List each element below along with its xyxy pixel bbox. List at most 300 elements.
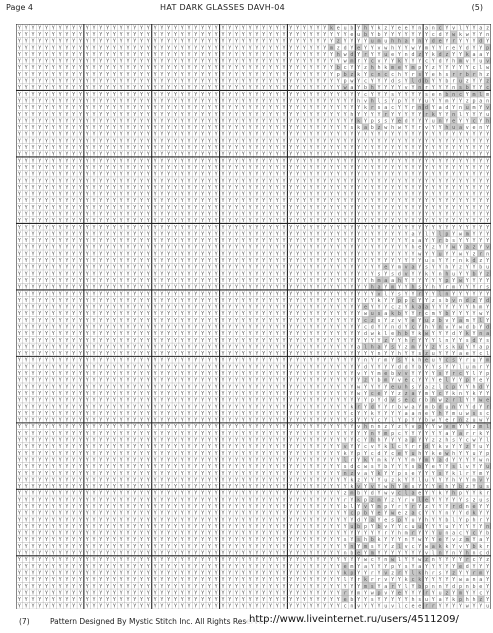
stitch-symbol: Y	[242, 112, 245, 118]
stitch-symbol: Y	[31, 424, 34, 430]
stitch-symbol: Y	[418, 138, 421, 144]
stitch-symbol: Y	[167, 39, 170, 45]
stitch-symbol: Y	[167, 451, 170, 457]
stitch-symbol: a	[466, 245, 469, 251]
stitch-symbol: Y	[432, 178, 435, 184]
stitch-symbol: p	[344, 79, 347, 85]
stitch-symbol: Y	[357, 138, 360, 144]
stitch-symbol: Y	[160, 457, 163, 463]
stitch-symbol: Y	[228, 45, 231, 51]
stitch-symbol: Y	[432, 378, 435, 384]
stitch-symbol: Y	[323, 464, 326, 470]
stitch-symbol: k	[344, 451, 347, 457]
stitch-symbol: Y	[79, 245, 82, 251]
stitch-symbol: Y	[296, 311, 299, 317]
stitch-symbol: Y	[439, 45, 442, 51]
stitch-symbol: Y	[330, 138, 333, 144]
stitch-symbol: Y	[174, 311, 177, 317]
stitch-symbol: Y	[235, 178, 238, 184]
stitch-symbol: Y	[323, 205, 326, 211]
stitch-symbol: Y	[188, 404, 191, 410]
stitch-symbol: n	[459, 105, 462, 111]
stitch-symbol: Y	[289, 25, 292, 31]
stitch-symbol: Y	[18, 384, 21, 390]
stitch-symbol: Y	[25, 198, 28, 204]
stitch-symbol: Y	[45, 125, 48, 131]
stitch-symbol: s	[432, 258, 435, 264]
stitch-symbol: Y	[25, 52, 28, 58]
stitch-symbol: Y	[52, 211, 55, 217]
stitch-symbol: Y	[147, 404, 150, 410]
stitch-symbol: Y	[357, 238, 360, 244]
stitch-symbol: Y	[194, 185, 197, 191]
stitch-symbol: Y	[140, 318, 143, 324]
stitch-symbol: m	[459, 59, 462, 65]
stitch-symbol: Y	[99, 391, 102, 397]
stitch-symbol: Y	[425, 438, 428, 444]
stitch-symbol: Y	[479, 85, 482, 91]
stitch-symbol: Y	[147, 45, 150, 51]
stitch-symbol: Y	[432, 231, 435, 237]
stitch-symbol: m	[350, 59, 353, 65]
stitch-symbol: Y	[59, 172, 62, 178]
stitch-symbol: Y	[344, 424, 347, 430]
stitch-symbol: Y	[255, 52, 258, 58]
stitch-symbol: Y	[411, 418, 414, 424]
stitch-symbol: Y	[445, 25, 448, 31]
stitch-symbol: Y	[337, 79, 340, 85]
stitch-symbol: Y	[289, 145, 292, 151]
stitch-symbol: Y	[208, 258, 211, 264]
stitch-symbol: Y	[194, 245, 197, 251]
stitch-symbol: m	[432, 311, 435, 317]
stitch-symbol: Y	[133, 464, 136, 470]
stitch-symbol: r	[466, 431, 469, 437]
stitch-symbol: Y	[52, 464, 55, 470]
stitch-symbol: Y	[432, 105, 435, 111]
stitch-symbol: Y	[466, 39, 469, 45]
stitch-symbol: Y	[391, 424, 394, 430]
stitch-symbol: Y	[452, 98, 455, 104]
stitch-symbol: Y	[242, 451, 245, 457]
stitch-symbol: Y	[181, 138, 184, 144]
stitch-symbol: Y	[120, 39, 123, 45]
stitch-symbol: Y	[167, 291, 170, 297]
stitch-symbol: Y	[174, 85, 177, 91]
stitch-symbol: Y	[473, 311, 476, 317]
stitch-symbol: Y	[262, 305, 265, 311]
stitch-symbol: Y	[249, 225, 252, 231]
stitch-symbol: Y	[25, 298, 28, 304]
stitch-symbol: Y	[350, 231, 353, 237]
stitch-symbol: Y	[276, 265, 279, 271]
stitch-symbol: Y	[160, 39, 163, 45]
stitch-symbol: Y	[262, 92, 265, 98]
stitch-symbol: Y	[194, 338, 197, 344]
stitch-symbol: Y	[364, 351, 367, 357]
stitch-symbol: Y	[418, 45, 421, 51]
stitch-symbol: Y	[93, 411, 96, 417]
stitch-symbol: Y	[25, 444, 28, 450]
stitch-symbol: Y	[140, 59, 143, 65]
stitch-symbol: z	[384, 25, 387, 31]
stitch-symbol: Y	[289, 92, 292, 98]
stitch-symbol: Y	[262, 231, 265, 237]
stitch-symbol: Y	[99, 291, 102, 297]
stitch-symbol: Y	[65, 285, 68, 291]
stitch-symbol: Y	[31, 444, 34, 450]
stitch-symbol: h	[398, 39, 401, 45]
stitch-symbol: Y	[255, 411, 258, 417]
stitch-symbol: Y	[459, 39, 462, 45]
stitch-symbol: Y	[262, 378, 265, 384]
stitch-symbol: s	[350, 125, 353, 131]
stitch-symbol: Y	[25, 105, 28, 111]
stitch-symbol: Y	[208, 39, 211, 45]
stitch-symbol: Y	[72, 378, 75, 384]
stitch-symbol: Y	[25, 125, 28, 131]
stitch-symbol: Y	[147, 311, 150, 317]
stitch-symbol: Y	[86, 331, 89, 337]
stitch-symbol: Y	[337, 178, 340, 184]
stitch-symbol: Y	[31, 25, 34, 31]
stitch-symbol: Y	[221, 65, 224, 71]
stitch-symbol: Y	[160, 165, 163, 171]
stitch-symbol: Y	[384, 59, 387, 65]
stitch-symbol: Y	[344, 285, 347, 291]
stitch-symbol: Y	[344, 371, 347, 377]
stitch-symbol: Y	[188, 32, 191, 38]
stitch-symbol: Y	[432, 192, 435, 198]
stitch-symbol: Y	[405, 198, 408, 204]
stitch-symbol: Y	[106, 398, 109, 404]
stitch-symbol: Y	[459, 205, 462, 211]
stitch-symbol: r	[486, 404, 489, 410]
stitch-symbol: Y	[120, 238, 123, 244]
stitch-symbol: Y	[323, 132, 326, 138]
stitch-symbol: Y	[445, 152, 448, 158]
stitch-symbol: Y	[188, 444, 191, 450]
stitch-symbol: Y	[140, 404, 143, 410]
stitch-symbol: Y	[93, 45, 96, 51]
stitch-symbol: Y	[445, 391, 448, 397]
stitch-symbol: n	[486, 32, 489, 38]
stitch-symbol: Y	[439, 85, 442, 91]
stitch-symbol: Y	[106, 231, 109, 237]
stitch-symbol: Y	[72, 464, 75, 470]
stitch-symbol: Y	[235, 211, 238, 217]
stitch-symbol: Y	[99, 105, 102, 111]
stitch-symbol: Y	[93, 404, 96, 410]
stitch-symbol: Y	[364, 278, 367, 284]
stitch-symbol: Y	[228, 398, 231, 404]
stitch-symbol: Y	[188, 298, 191, 304]
stitch-symbol: Y	[452, 172, 455, 178]
stitch-symbol: Y	[445, 225, 448, 231]
stitch-symbol: Y	[18, 211, 21, 217]
stitch-symbol: Y	[405, 79, 408, 85]
stitch-symbol: Y	[99, 25, 102, 31]
stitch-symbol: Y	[262, 132, 265, 138]
stitch-symbol: Y	[486, 225, 489, 231]
stitch-symbol: Y	[174, 431, 177, 437]
stitch-symbol: Y	[45, 451, 48, 457]
stitch-symbol: Y	[208, 245, 211, 251]
stitch-symbol: Y	[303, 205, 306, 211]
stitch-symbol: Y	[65, 185, 68, 191]
stitch-symbol: Y	[59, 138, 62, 144]
stitch-symbol: Y	[167, 32, 170, 38]
stitch-symbol: s	[486, 285, 489, 291]
stitch-symbol: Y	[316, 92, 319, 98]
stitch-symbol: Y	[337, 138, 340, 144]
stitch-symbol: m	[473, 105, 476, 111]
stitch-symbol: Y	[411, 218, 414, 224]
stitch-symbol: Y	[147, 218, 150, 224]
stitch-symbol: Y	[106, 132, 109, 138]
stitch-symbol: Y	[316, 105, 319, 111]
stitch-symbol: Y	[154, 371, 157, 377]
stitch-symbol: Y	[93, 59, 96, 65]
stitch-symbol: Y	[262, 311, 265, 317]
stitch-symbol: Y	[242, 344, 245, 350]
stitch-symbol: Y	[160, 192, 163, 198]
stitch-symbol: k	[432, 112, 435, 118]
stitch-symbol: Y	[154, 278, 157, 284]
stitch-symbol: Y	[106, 391, 109, 397]
stitch-symbol: Y	[160, 338, 163, 344]
stitch-symbol: Y	[133, 371, 136, 377]
stitch-symbol: Y	[418, 325, 421, 331]
stitch-symbol: h	[405, 384, 408, 390]
stitch-symbol: Y	[45, 205, 48, 211]
stitch-symbol: Y	[357, 305, 360, 311]
stitch-symbol: Y	[140, 391, 143, 397]
stitch-symbol: Y	[486, 231, 489, 237]
stitch-symbol: r	[411, 72, 414, 78]
stitch-symbol: c	[398, 431, 401, 437]
stitch-symbol: Y	[59, 398, 62, 404]
stitch-symbol: Y	[296, 165, 299, 171]
stitch-symbol: Y	[269, 404, 272, 410]
stitch-symbol: Y	[147, 424, 150, 430]
stitch-symbol: Y	[384, 391, 387, 397]
stitch-symbol: Y	[201, 198, 204, 204]
stitch-symbol: Y	[479, 205, 482, 211]
stitch-symbol: s	[378, 105, 381, 111]
stitch-symbol: Y	[316, 391, 319, 397]
stitch-symbol: Y	[262, 451, 265, 457]
stitch-symbol: Y	[120, 285, 123, 291]
stitch-symbol: Y	[93, 25, 96, 31]
stitch-symbol: Y	[398, 145, 401, 151]
stitch-symbol: Y	[93, 32, 96, 38]
stitch-symbol: Y	[228, 231, 231, 237]
stitch-symbol: Y	[188, 92, 191, 98]
stitch-symbol: Y	[72, 85, 75, 91]
stitch-symbol: Y	[310, 391, 313, 397]
stitch-symbol: Y	[188, 265, 191, 271]
stitch-symbol: Y	[154, 291, 157, 297]
stitch-symbol: Y	[86, 431, 89, 437]
stitch-symbol: Y	[25, 238, 28, 244]
stitch-symbol: Y	[31, 378, 34, 384]
stitch-symbol: Y	[215, 211, 218, 217]
stitch-symbol: Y	[344, 32, 347, 38]
stitch-symbol: Y	[445, 59, 448, 65]
stitch-symbol: Y	[255, 251, 258, 257]
stitch-symbol: Y	[18, 404, 21, 410]
stitch-symbol: Y	[310, 45, 313, 51]
stitch-symbol: Y	[45, 112, 48, 118]
stitch-symbol: m	[466, 318, 469, 324]
stitch-symbol: Y	[221, 211, 224, 217]
stitch-symbol: Y	[303, 271, 306, 277]
stitch-symbol: Y	[242, 132, 245, 138]
stitch-symbol: Y	[167, 98, 170, 104]
stitch-symbol: Y	[188, 344, 191, 350]
stitch-symbol: Y	[65, 45, 68, 51]
stitch-symbol: Y	[262, 39, 265, 45]
stitch-symbol: Y	[126, 79, 129, 85]
stitch-symbol: n	[364, 358, 367, 364]
stitch-symbol: Y	[411, 32, 414, 38]
stitch-symbol: Y	[79, 371, 82, 377]
stitch-symbol: a	[405, 39, 408, 45]
stitch-symbol: Y	[79, 225, 82, 231]
stitch-symbol: Y	[242, 378, 245, 384]
stitch-symbol: Y	[262, 265, 265, 271]
stitch-symbol: Y	[181, 265, 184, 271]
stitch-symbol: Y	[269, 59, 272, 65]
stitch-symbol: Y	[201, 172, 204, 178]
stitch-symbol: Y	[72, 331, 75, 337]
stitch-symbol: Y	[25, 438, 28, 444]
stitch-symbol: Y	[330, 351, 333, 357]
stitch-symbol: c	[371, 72, 374, 78]
stitch-symbol: Y	[126, 112, 129, 118]
stitch-symbol: Y	[459, 331, 462, 337]
stitch-symbol: Y	[439, 98, 442, 104]
stitch-symbol: Y	[445, 185, 448, 191]
stitch-symbol: h	[425, 325, 428, 331]
stitch-symbol: Y	[86, 218, 89, 224]
stitch-symbol: Y	[262, 398, 265, 404]
stitch-symbol: Y	[120, 338, 123, 344]
stitch-symbol: Y	[52, 391, 55, 397]
stitch-symbol: Y	[479, 158, 482, 164]
stitch-symbol: Y	[425, 152, 428, 158]
stitch-symbol: Y	[18, 358, 21, 364]
stitch-symbol: Y	[337, 132, 340, 138]
stitch-symbol: Y	[473, 85, 476, 91]
stitch-symbol: Y	[99, 145, 102, 151]
stitch-symbol: Y	[59, 45, 62, 51]
stitch-symbol: Y	[466, 384, 469, 390]
stitch-symbol: Y	[99, 32, 102, 38]
stitch-symbol: Y	[120, 158, 123, 164]
stitch-symbol: k	[398, 59, 401, 65]
stitch-symbol: e	[398, 118, 401, 124]
stitch-symbol: Y	[255, 72, 258, 78]
stitch-symbol: Y	[126, 418, 129, 424]
stitch-symbol: Y	[262, 145, 265, 151]
stitch-symbol: Y	[188, 39, 191, 45]
stitch-symbol: Y	[337, 152, 340, 158]
stitch-symbol: Y	[133, 305, 136, 311]
stitch-symbol: Y	[276, 192, 279, 198]
stitch-symbol: Y	[194, 45, 197, 51]
stitch-symbol: Y	[194, 205, 197, 211]
stitch-symbol: Y	[38, 331, 41, 337]
stitch-symbol: l	[459, 112, 462, 118]
stitch-symbol: Y	[296, 438, 299, 444]
stitch-symbol: Y	[59, 165, 62, 171]
stitch-symbol: Y	[323, 291, 326, 297]
stitch-symbol: Y	[18, 79, 21, 85]
stitch-symbol: e	[405, 398, 408, 404]
stitch-symbol: Y	[38, 351, 41, 357]
stitch-symbol: Y	[133, 291, 136, 297]
stitch-symbol: h	[445, 438, 448, 444]
stitch-symbol: Y	[208, 391, 211, 397]
stitch-symbol: Y	[323, 311, 326, 317]
stitch-symbol: Y	[194, 198, 197, 204]
stitch-symbol: Y	[79, 318, 82, 324]
stitch-symbol: Y	[201, 118, 204, 124]
stitch-symbol: Y	[221, 438, 224, 444]
stitch-symbol: Y	[154, 245, 157, 251]
stitch-symbol: Y	[133, 318, 136, 324]
stitch-symbol: Y	[59, 72, 62, 78]
stitch-symbol: Y	[357, 291, 360, 297]
stitch-symbol: Y	[215, 411, 218, 417]
stitch-symbol: Y	[473, 145, 476, 151]
stitch-symbol: Y	[425, 138, 428, 144]
stitch-symbol: Y	[18, 238, 21, 244]
stitch-symbol: Y	[25, 178, 28, 184]
stitch-symbol: Y	[276, 418, 279, 424]
stitch-symbol: Y	[445, 211, 448, 217]
stitch-symbol: Y	[283, 338, 286, 344]
stitch-symbol: Y	[106, 65, 109, 71]
stitch-symbol: Y	[323, 52, 326, 58]
stitch-symbol: Y	[174, 398, 177, 404]
stitch-symbol: Y	[357, 431, 360, 437]
stitch-symbol: Y	[296, 45, 299, 51]
stitch-symbol: Y	[140, 364, 143, 370]
stitch-symbol: Y	[269, 165, 272, 171]
stitch-symbol: Y	[140, 384, 143, 390]
stitch-symbol: Y	[140, 92, 143, 98]
stitch-symbol: Y	[79, 298, 82, 304]
stitch-symbol: Y	[188, 158, 191, 164]
stitch-symbol: p	[405, 298, 408, 304]
stitch-symbol: Y	[167, 25, 170, 31]
stitch-symbol: Y	[479, 231, 482, 237]
stitch-symbol: Y	[391, 258, 394, 264]
stitch-symbol: Y	[378, 85, 381, 91]
stitch-symbol: z	[398, 305, 401, 311]
stitch-symbol: Y	[289, 438, 292, 444]
stitch-symbol: n	[459, 258, 462, 264]
stitch-symbol: Y	[188, 378, 191, 384]
stitch-symbol: k	[411, 358, 414, 364]
stitch-symbol: Y	[167, 457, 170, 463]
stitch-symbol: Y	[221, 318, 224, 324]
stitch-symbol: Y	[425, 145, 428, 151]
stitch-symbol: Y	[418, 132, 421, 138]
